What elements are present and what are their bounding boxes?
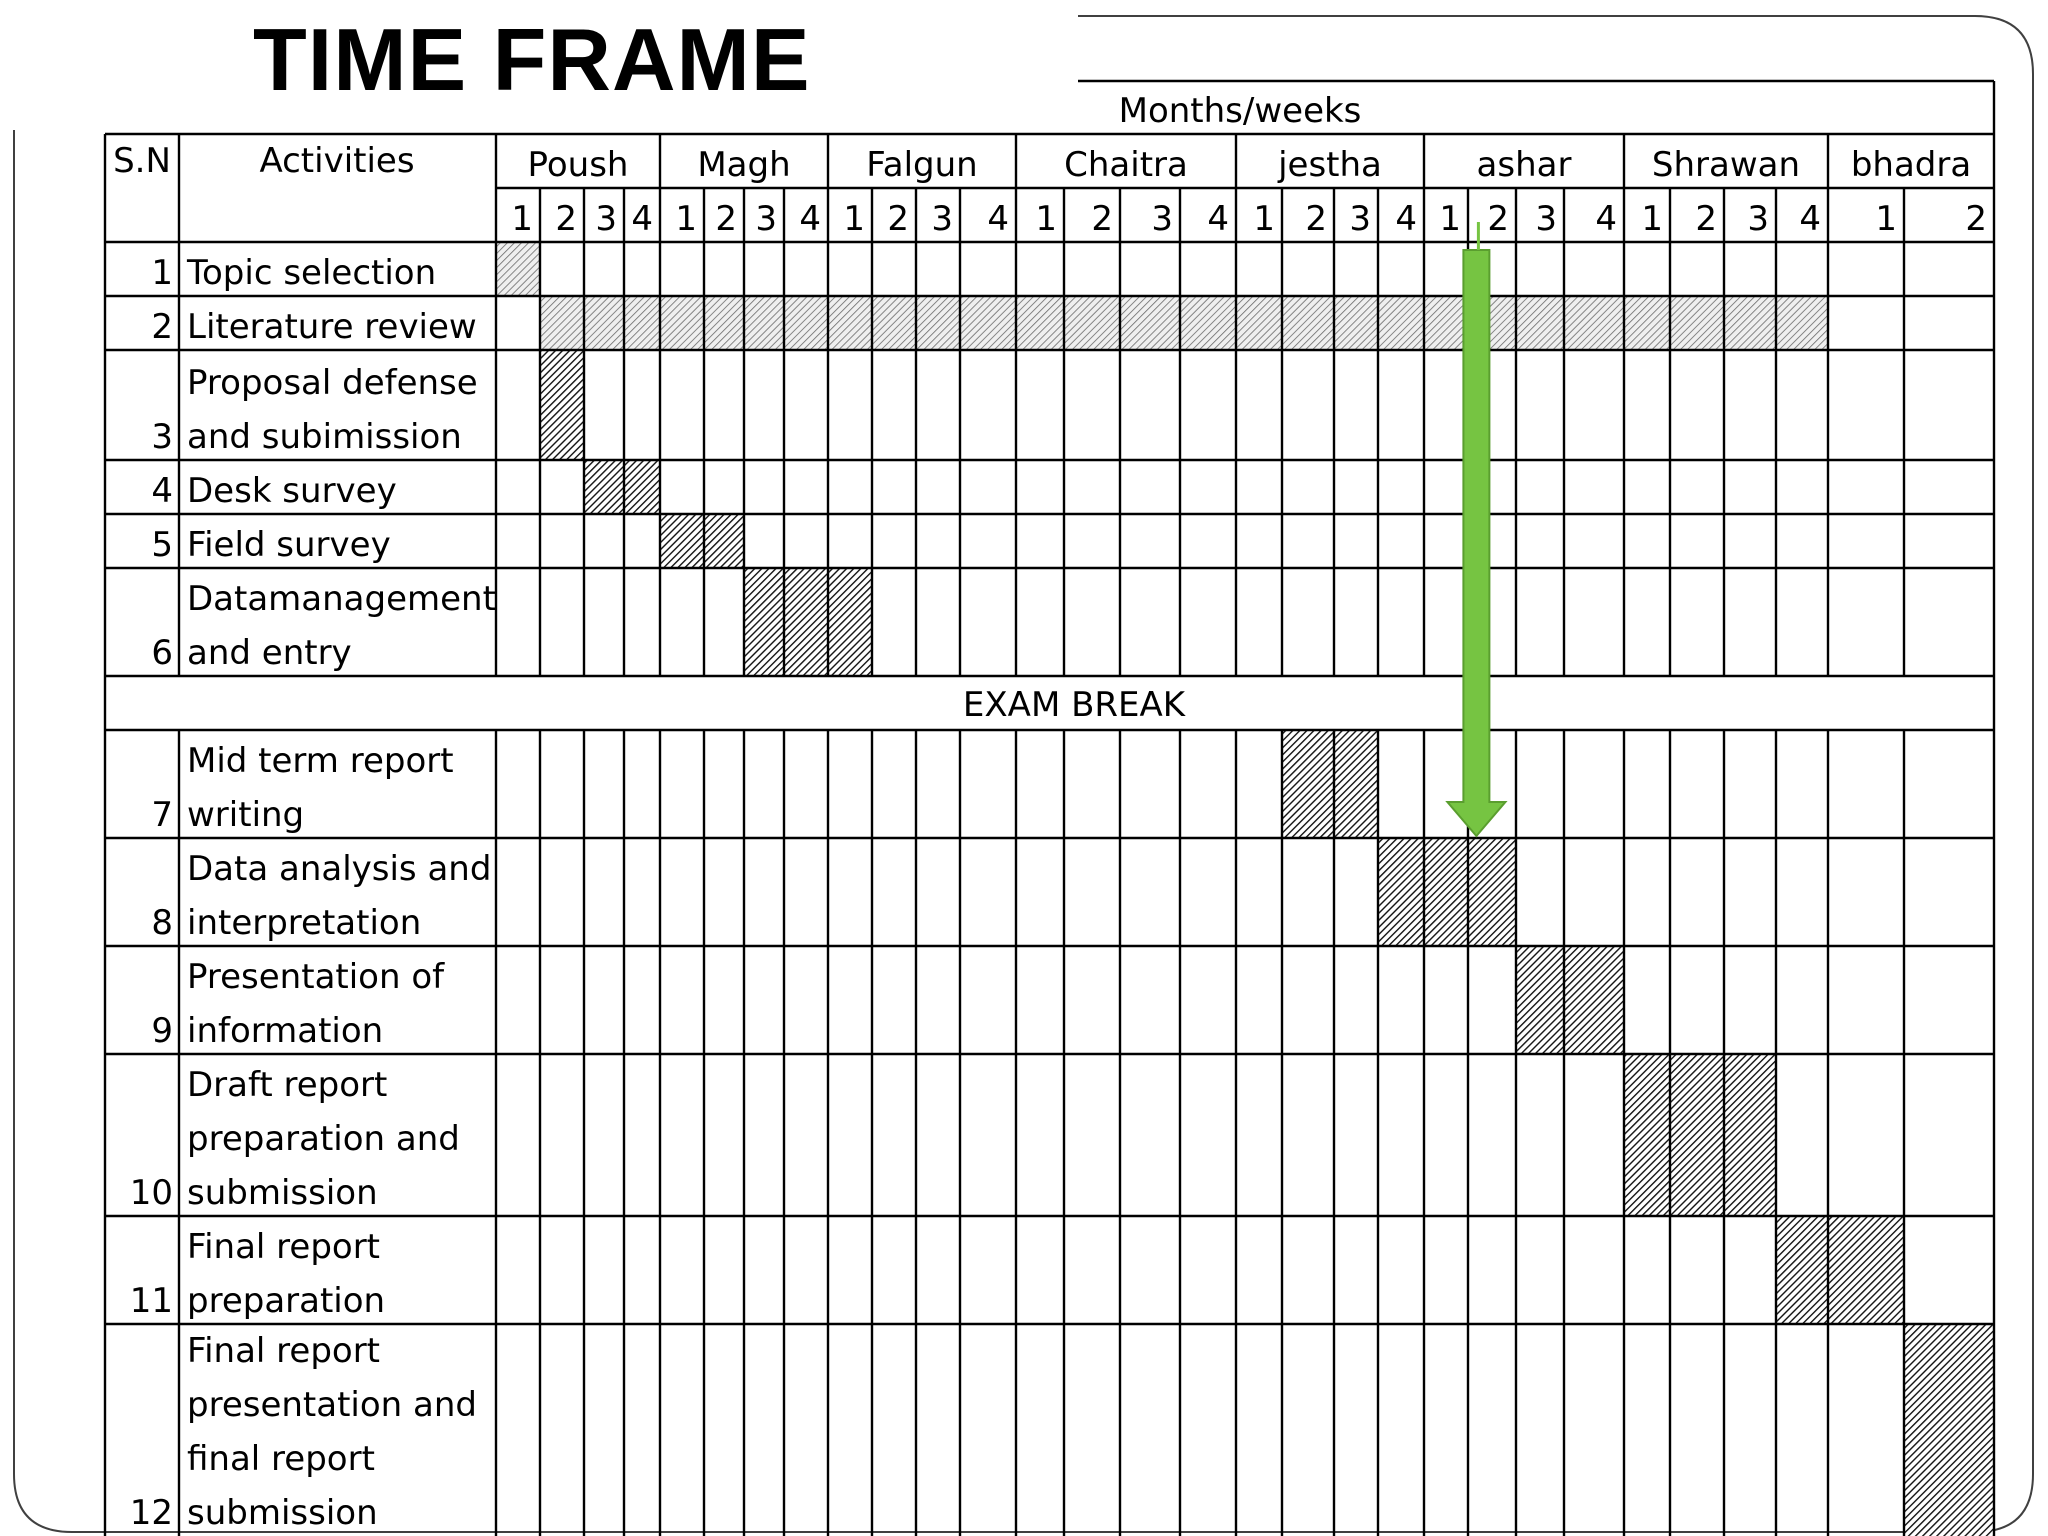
week-label: 4 — [1595, 199, 1617, 239]
week-label: 2 — [555, 199, 577, 239]
week-label: 1 — [1439, 199, 1461, 239]
week-label: 2 — [1487, 199, 1509, 239]
activity-bar-1 — [496, 242, 540, 296]
week-label: 3 — [1349, 199, 1371, 239]
activity-sn-1: 1 — [151, 253, 173, 293]
activity-label-12: submission — [187, 1493, 378, 1533]
week-label: 2 — [1305, 199, 1327, 239]
sn-header: S.N — [113, 141, 171, 181]
week-label: 3 — [1747, 199, 1769, 239]
activity-bar-11 — [1776, 1216, 1904, 1324]
activity-bar-10 — [1624, 1054, 1776, 1216]
week-label: 1 — [675, 199, 697, 239]
activity-sn-12: 12 — [129, 1493, 173, 1533]
activity-sn-4: 4 — [151, 471, 173, 511]
week-label: 2 — [1965, 199, 1987, 239]
activity-label-10: submission — [187, 1173, 378, 1213]
activity-label-6: Datamanagement — [187, 579, 496, 619]
activity-label-9: Presentation of — [187, 957, 445, 997]
activity-bar-2 — [540, 296, 1828, 350]
activity-label-3: Proposal defense — [187, 363, 478, 403]
activity-label-10: Draft report — [187, 1065, 388, 1105]
months-weeks-label: Months/weeks — [1118, 91, 1362, 131]
week-label: 1 — [843, 199, 865, 239]
week-label: 4 — [799, 199, 821, 239]
week-label: 1 — [1035, 199, 1057, 239]
activity-label-9: information — [187, 1011, 384, 1051]
activity-sn-6: 6 — [151, 633, 173, 673]
week-label: 3 — [1151, 199, 1173, 239]
activity-bar-3 — [540, 350, 584, 460]
activity-bar-4 — [584, 460, 660, 514]
page-title: TIME FRAME — [253, 10, 811, 109]
month-label-shrawan: Shrawan — [1651, 145, 1801, 185]
activity-label-11: Final report — [187, 1227, 381, 1267]
activities-header: Activities — [259, 141, 415, 181]
month-label-jestha: jestha — [1278, 145, 1382, 185]
exam-break-label: EXAM BREAK — [962, 685, 1186, 725]
activity-label-12: Final report — [187, 1331, 381, 1371]
activity-label-5: Field survey — [187, 525, 391, 565]
week-label: 4 — [631, 199, 653, 239]
week-label: 4 — [1799, 199, 1821, 239]
activity-label-12: presentation and — [187, 1385, 477, 1425]
activity-label-7: Mid term report — [187, 741, 454, 781]
activity-sn-9: 9 — [151, 1011, 173, 1051]
week-label: 3 — [931, 199, 953, 239]
activity-label-3: and subimission — [187, 417, 462, 457]
activity-label-10: preparation and — [187, 1119, 460, 1159]
week-label: 1 — [1641, 199, 1663, 239]
activity-label-8: Data analysis and — [187, 849, 492, 889]
activity-label-11: preparation — [187, 1281, 386, 1321]
activity-sn-3: 3 — [151, 417, 173, 457]
week-label: 1 — [1253, 199, 1275, 239]
month-label-poush: Poush — [527, 145, 629, 185]
activity-label-2: Literature review — [187, 307, 477, 347]
week-label: 4 — [1395, 199, 1417, 239]
week-label: 3 — [595, 199, 617, 239]
activity-label-12: final report — [187, 1439, 375, 1479]
week-label: 2 — [715, 199, 737, 239]
activity-label-4: Desk survey — [187, 471, 397, 511]
month-label-chaitra: Chaitra — [1064, 145, 1188, 185]
month-label-ashar: ashar — [1476, 145, 1572, 185]
week-label: 3 — [755, 199, 777, 239]
activity-label-8: interpretation — [187, 903, 422, 943]
activity-sn-10: 10 — [129, 1173, 173, 1213]
activity-label-7: writing — [187, 795, 305, 835]
activity-bar-12 — [1904, 1324, 1994, 1536]
activity-sn-8: 8 — [151, 903, 173, 943]
activity-sn-5: 5 — [151, 525, 173, 565]
week-label: 1 — [1875, 199, 1897, 239]
activity-bar-5 — [660, 514, 744, 568]
activity-bar-9 — [1516, 946, 1624, 1054]
week-label: 1 — [511, 199, 533, 239]
week-label: 2 — [1091, 199, 1113, 239]
week-label: 4 — [987, 199, 1009, 239]
week-label: 3 — [1535, 199, 1557, 239]
month-label-falgun: Falgun — [866, 145, 978, 185]
activity-label-6: and entry — [187, 633, 352, 673]
week-label: 2 — [1695, 199, 1717, 239]
month-label-bhadra: bhadra — [1850, 145, 1972, 185]
week-label: 4 — [1207, 199, 1229, 239]
month-label-magh: Magh — [697, 145, 791, 185]
activity-sn-2: 2 — [151, 307, 173, 347]
activity-bar-7 — [1282, 730, 1378, 838]
activity-bar-6 — [744, 568, 872, 676]
activity-sn-7: 7 — [151, 795, 173, 835]
activity-sn-11: 11 — [129, 1281, 173, 1321]
week-label: 2 — [887, 199, 909, 239]
activity-bar-8 — [1378, 838, 1516, 946]
activity-label-1: Topic selection — [187, 253, 437, 293]
